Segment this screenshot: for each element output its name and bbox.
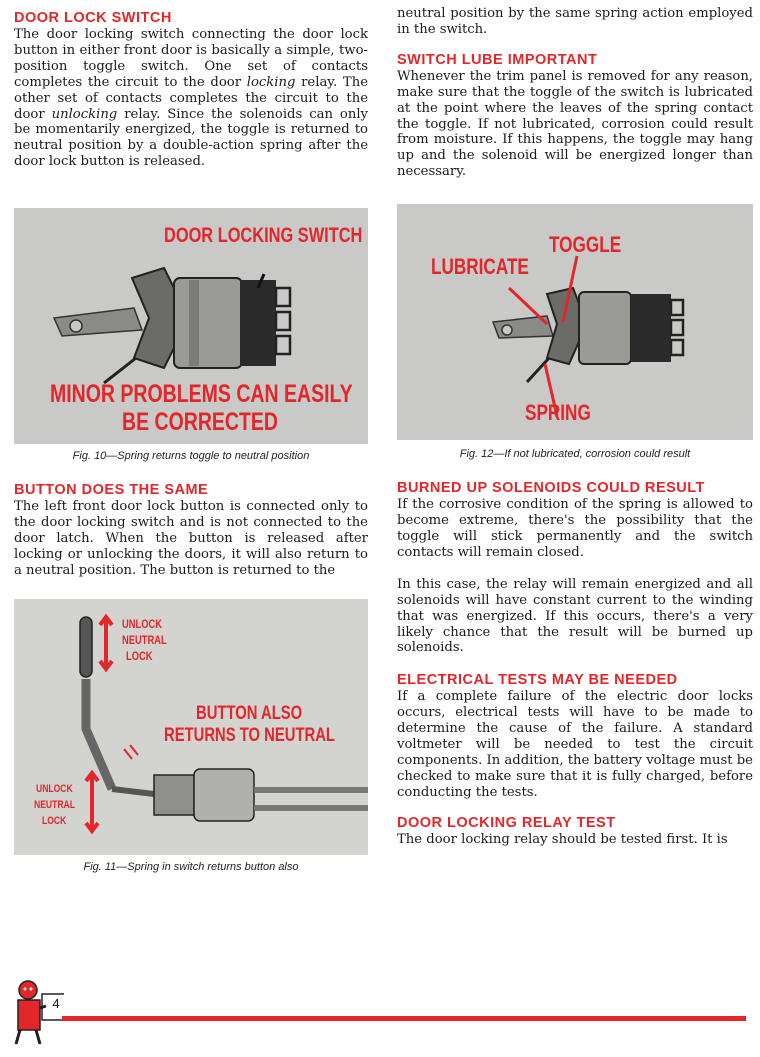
- section-heading-door-lock-switch: DOOR LOCK SWITCH: [14, 10, 172, 26]
- figure-11-photo: [14, 599, 368, 855]
- fig10-label-door-locking-switch: DOOR LOCKING SWITCH: [164, 224, 363, 248]
- fig11-top-label-lock: LOCK: [126, 648, 153, 663]
- fig12-label-toggle: TOGGLE: [549, 232, 622, 258]
- paragraph-button-does-the-same: The left front door lock button is connected only to the door locking switch and is not connected to the door latch. When the button is released after locking or unlocking the doors, it will also return to a neutral position. The button is returned to the: [14, 499, 368, 578]
- fig10-label-minor-problems: MINOR PROBLEMS CAN EASILY: [50, 380, 353, 409]
- paragraph-continued: neutral position by the same spring action employed in the switch.: [397, 6, 753, 37]
- fig11-center-label-returns: RETURNS TO NEUTRAL: [164, 724, 335, 746]
- paragraph-relay-test: The door locking relay should be tested first. It is: [397, 831, 728, 847]
- emphasis-locking: locking: [246, 74, 296, 90]
- fig11-center-label-button-also: BUTTON ALSO: [196, 702, 303, 724]
- paragraph-switch-lube: Whenever the trim panel is removed for any reason, make sure that the toggle of the switch is lubricated at the point where the leaves of the spring contact the toggle. If not lubricated, corrosion could result from moisture. If this happens, the toggle may hang up and the solenoid will be energized longer than necessary.: [397, 68, 753, 180]
- figure-11-caption: Fig. 11—Spring in switch returns button also: [83, 860, 299, 873]
- paragraph-electrical-tests: If a complete failure of the electric door locks occurs, electrical tests will have to be made to determine the cause of the failure. A standard voltmeter will be needed to test the circuit components. In addition, the battery voltage must be checked to make sure that it is fully charged, before conducting the tests.: [397, 689, 753, 800]
- figure-12-caption: Fig. 12—If not lubricated, corrosion could result: [459, 448, 691, 461]
- fig10-label-be-corrected: BE CORRECTED: [122, 408, 279, 437]
- page-number: 4: [52, 996, 60, 1011]
- footer-rule: [62, 1016, 746, 1021]
- fig12-label-spring: SPRING: [525, 400, 591, 426]
- section-heading-button-does-the-same: BUTTON DOES THE SAME: [14, 482, 209, 499]
- right-column: [397, 6, 753, 848]
- text-run: relay. Since the solenoids can only be momentarily energized, the toggle is returned to neutral position by a double-action spring after the door lock button is released.: [14, 106, 368, 170]
- fig12-label-lubricate: LUBRICATE: [431, 254, 529, 280]
- section-heading-relay-test: DOOR LOCKING RELAY TEST: [397, 814, 616, 831]
- fig11-top-label-unlock: UNLOCK: [122, 616, 163, 631]
- section-heading-electrical-tests: ELECTRICAL TESTS MAY BE NEEDED: [397, 672, 678, 689]
- fig11-top-label-neutral: NEUTRAL: [122, 632, 167, 647]
- fig11-bottom-label-lock: LOCK: [42, 814, 67, 827]
- paragraph-burned-up-solenoids-2: In this case, the relay will remain energized and all solenoids will have constant current to the winding that was energized. If this occurs, there's a very likely chance that the result will be burned up solenoids.: [397, 576, 753, 656]
- fig11-bottom-label-unlock: UNLOCK: [36, 782, 73, 795]
- text-run: relay. The other set of contacts completes the circuit to the door: [14, 74, 368, 122]
- paragraph-burned-up-solenoids-1: If the corrosive condition of the spring is allowed to become extreme, there's the possibility that the toggle will stick permanently and the switch contacts will remain closed.: [397, 497, 753, 560]
- section-heading-burned-up-solenoids: BURNED UP SOLENOIDS COULD RESULT: [397, 480, 705, 497]
- left-column: [14, 10, 368, 873]
- figure-10-photo: [14, 208, 368, 444]
- paragraph-door-lock-switch: [14, 27, 368, 170]
- emphasis-unlocking: unlocking: [51, 106, 118, 122]
- figure-12-photo: [397, 204, 753, 440]
- figure-10-caption: Fig. 10—Spring returns toggle to neutral position: [72, 450, 310, 463]
- section-heading-switch-lube: SWITCH LUBE IMPORTANT: [397, 51, 598, 68]
- fig11-bottom-label-neutral: NEUTRAL: [34, 798, 75, 811]
- text-run: The door locking switch connecting the door lock button in either front door is basically a simple, two-position toggle switch. One set of contacts completes the circuit to the door: [14, 27, 368, 90]
